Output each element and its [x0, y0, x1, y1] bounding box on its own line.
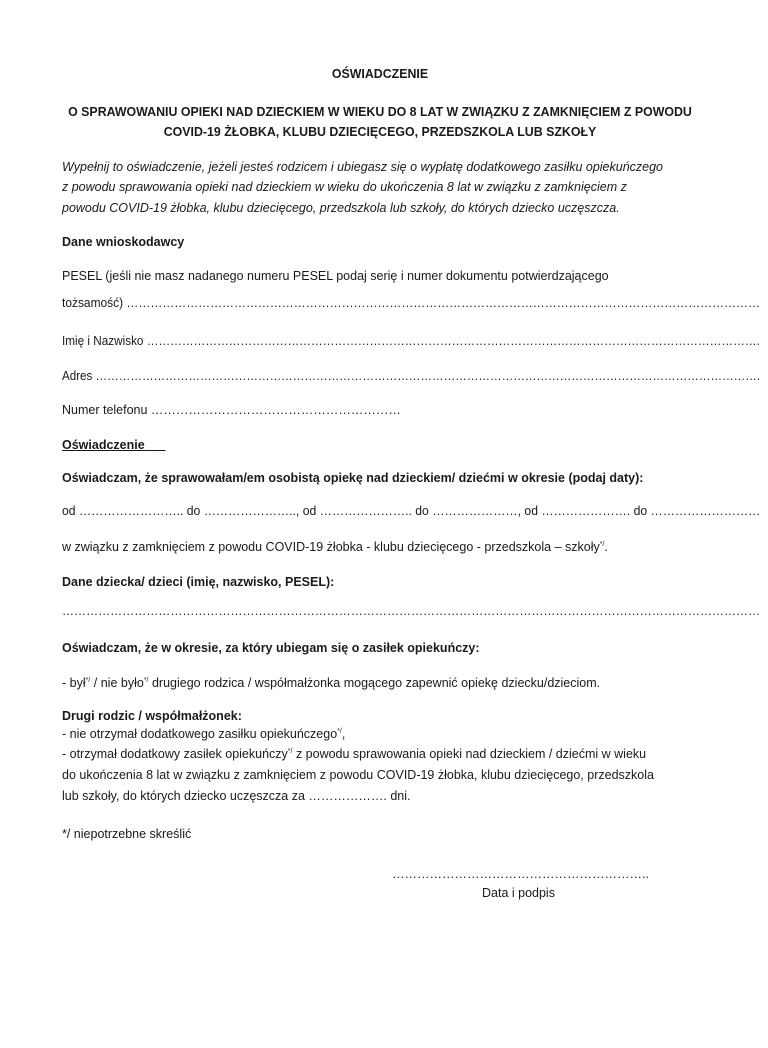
signature-field[interactable]: ……………………………………………………..: [392, 867, 649, 881]
intro-line-3: powodu COVID-19 żłobka, klubu dziecięcego, przedszkola lub szkoły, do których dziecko uczęszcza.: [62, 201, 620, 215]
children-data-field[interactable]: …………………………………………………………………………………………………………………………………………………………: [62, 604, 761, 618]
document-subtitle-line-2: COVID-19 ŻŁOBKA, KLUBU DZIECIĘCEGO, PRZEDSZKOLA LUB SZKOŁY: [163, 125, 597, 139]
document-subtitle-line-1: O SPRAWOWANIU OPIEKI NAD DZIECKIEM W WIEKU DO 8 LAT W ZWIĄZKU Z ZAMKNIĘCIEM Z POWODU: [68, 105, 692, 119]
children-heading: Dane dziecka/ dzieci (imię, nazwisko, PESEL):: [62, 575, 335, 589]
intro-line-1: Wypełnij to oświadczenie, jeżeli jesteś rodzicem i ubiegasz się o wypłatę dodatkowego zasiłku opiekuńczego: [62, 160, 664, 174]
second-parent-heading: Drugi rodzic / współmałżonek:: [62, 709, 242, 723]
care-statement: Oświadczam, że sprawowałam/em osobistą opiekę nad dzieckiem/ dziećmi w okresie (podaj daty):: [62, 471, 644, 485]
signature-label: Data i podpis: [482, 886, 555, 900]
footnote: */ niepotrzebne skreślić: [62, 827, 192, 841]
document-title: OŚWIADCZENIE: [331, 67, 429, 81]
applicant-heading: Dane wnioskodawcy: [62, 235, 185, 249]
care-dates-field[interactable]: od …………………….. do ………………….., od ………………….. do …………………, od …………………. do ………………………: [62, 504, 761, 518]
pesel-field[interactable]: tożsamość) ……………………………………………………………………………………………………………………………………………: [62, 296, 760, 310]
second-parent-option-2: - otrzymał dodatkowy zasiłek opiekuńczy*/ z powodu sprawowania opieki nad dzieckiem / dziećmi w wieku: [62, 747, 647, 761]
phone-field[interactable]: Numer telefonu ……………………………………………………: [62, 403, 401, 417]
declaration-heading-text: Oświadczenie: [62, 438, 145, 452]
other-parent-availability: - był*/ / nie było*/ drugiego rodzica / współmałżonka mogącego zapewnić opiekę dziecku/dzieciom.: [62, 676, 601, 690]
declaration-heading: [62, 437, 166, 453]
address-field[interactable]: Adres ……………………………………………………………………………………………………………………………………………………….: [62, 369, 761, 383]
period-heading: Oświadczam, że w okresie, za który ubiegam się o zasiłek opiekuńczy:: [62, 641, 480, 655]
pesel-label-line: PESEL (jeśli nie masz nadanego numeru PESEL podaj serię i numer dokumentu potwierdzającego: [62, 269, 609, 283]
second-parent-option-1: - nie otrzymał dodatkowego zasiłku opiekuńczego*/,: [62, 727, 346, 741]
name-field[interactable]: Imię i Nazwisko ………………………………………………………………………………………………………………………………………….: [62, 334, 760, 348]
closure-reason: w związku z zamknięciem z powodu COVID-19 żłobka - klubu dziecięcego - przedszkola – szkoły*/.: [62, 540, 608, 554]
second-parent-option-2-cont: do ukończenia 8 lat w związku z zamknięciem z powodu COVID-19 żłobka, klubu dziecięcego, przedszkola: [62, 768, 654, 782]
intro-line-2: z powodu sprawowania opieki nad dzieckiem w wieku do ukończenia 8 lat w związku z zamknięciem z: [62, 180, 627, 194]
second-parent-days-field[interactable]: lub szkoły, do których dziecko uczęszcza za ………………. dni.: [62, 789, 411, 803]
